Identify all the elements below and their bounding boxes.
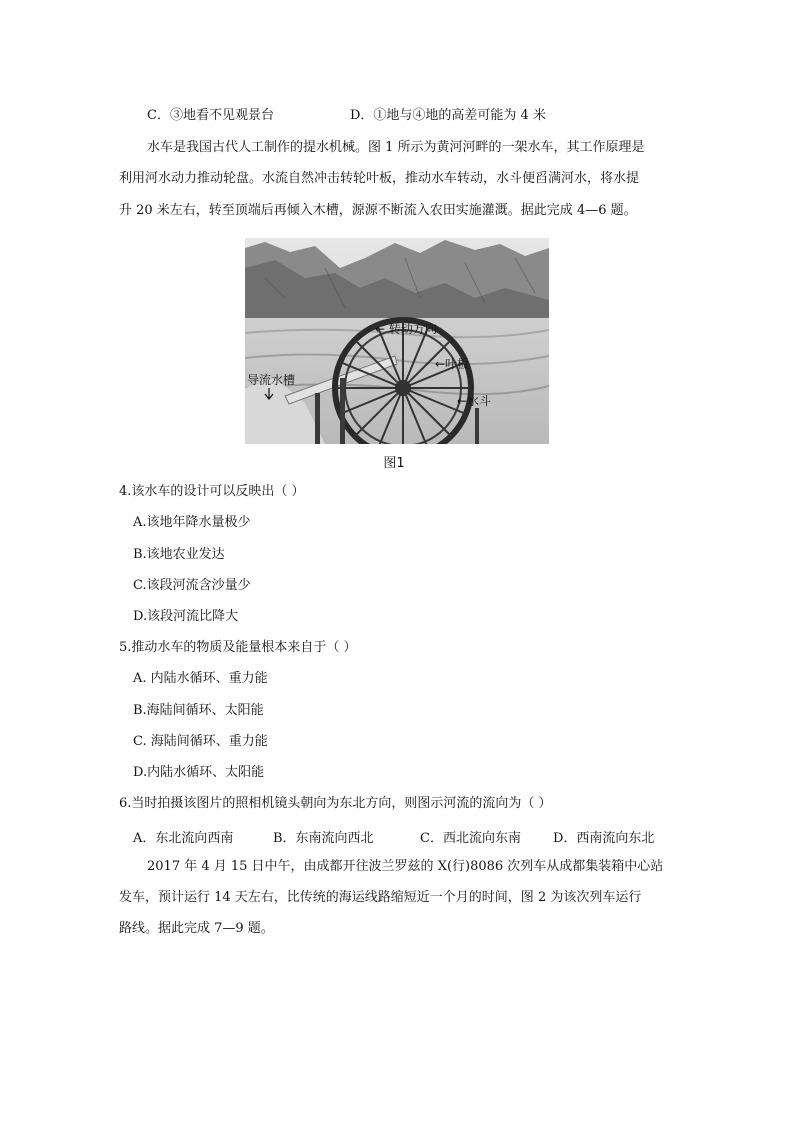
question-option: C. 海陆间循环、重力能 — [133, 734, 268, 749]
question-option: A.该地年降水量极少 — [133, 515, 251, 530]
question-stem: 5.推动水车的物质及能量根本来自于（ ） — [119, 640, 357, 655]
question-stem: 6.当时拍摄该图片的照相机镜头朝向为东北方向，则图示河流的流向为（ ） — [119, 796, 552, 811]
option-d: D．①地与④地的高差可能为 4 米 — [350, 108, 546, 123]
passage1-line1: 水车是我国古代人工制作的提水机械。图 1 所示为黄河河畔的一架水车，其工作原理是 — [147, 140, 645, 155]
question-option: D．西南流向东北 — [553, 831, 655, 846]
option-c: C．③地看不见观景台 — [147, 108, 274, 123]
question-option: D.该段河流比降大 — [133, 609, 239, 624]
question-option: C．西北流向东南 — [420, 831, 521, 846]
label-rotation-direction: ← 转动方向 — [375, 322, 437, 336]
question-stem: 4.该水车的设计可以反映出（ ） — [119, 484, 305, 499]
label-bucket: ←水斗 — [457, 394, 492, 408]
question-option: A．东北流向西南 — [133, 831, 234, 846]
question-option: B．东南流向西北 — [273, 831, 374, 846]
passage1-line2: 利用河水动力推动轮盘。水流自然冲击转轮叶板，推动水车转动，水斗便舀满河水，将水提 — [119, 171, 640, 186]
question-option: B.该地农业发达 — [133, 547, 225, 562]
figure-1-water-wheel-photo — [245, 238, 549, 444]
label-blade: ←叶板 — [435, 357, 470, 371]
question-option: C.该段河流含沙量少 — [133, 578, 251, 593]
question-option: A. 内陆水循环、重力能 — [133, 671, 268, 686]
question-option: B.海陆间循环、太阳能 — [133, 703, 264, 718]
passage2-line2: 发车，预计运行 14 天左右，比传统的海运线路缩短近一个月的时间，图 2 为该次列车运行 — [119, 890, 642, 905]
figure-1-caption: 图1 — [383, 456, 405, 471]
question-option: D.内陆水循环、太阳能 — [133, 765, 265, 780]
passage2-line3: 路线。据此完成 7—9 题。 — [119, 921, 274, 936]
label-channel: 导流水槽 — [247, 373, 296, 387]
passage1-line3: 升 20 米左右，转至顶端后再倾入木槽，源源不断流入农田实施灌溉。据此完成 4—6 题。 — [119, 203, 637, 218]
passage2-line1: 2017 年 4 月 15 日中午，由成都开往波兰罗兹的 X(行)8086 次列车从成都集装箱中心站 — [147, 859, 664, 874]
